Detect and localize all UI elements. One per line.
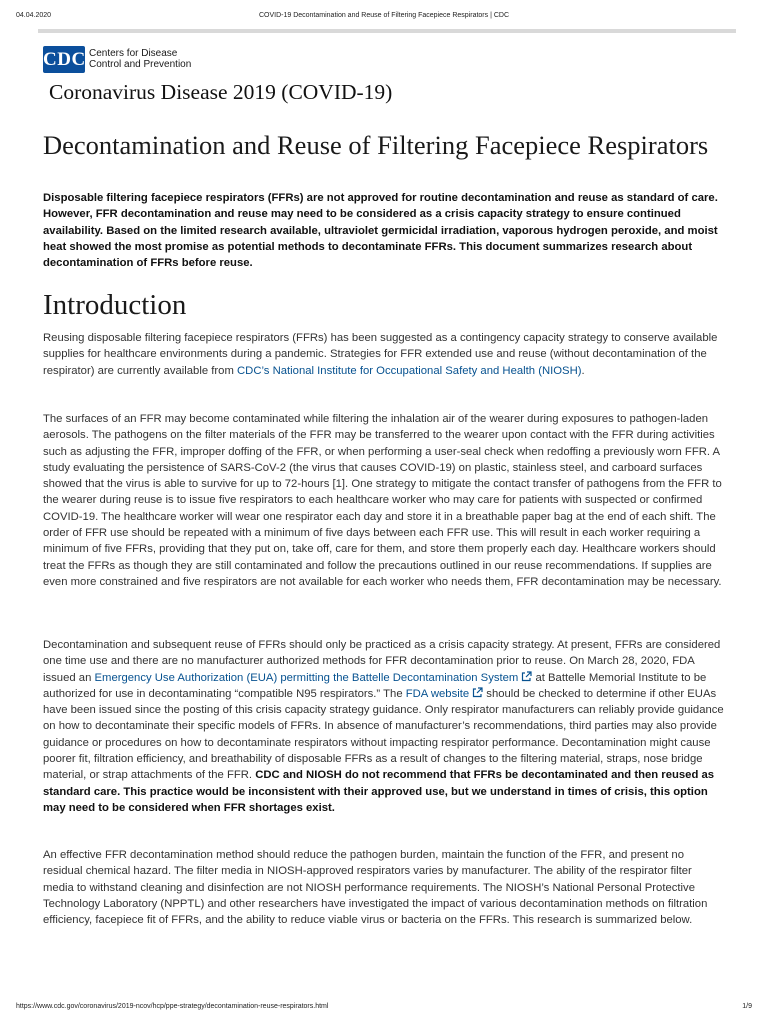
summary-text: Disposable filtering facepiece respirators (FFRs) are not approved for routine decontamination and reuse as standard of care. However, FFR decontamination and reuse may need to be considered as a crisis capacity strategy to ensure continued availability. Based on the limited research available, ultraviolet germicidal irradiation, vaporous hydrogen peroxide, and moist heat showed the most promise as potential methods to decontaminate FFRs. This document summarizes research about decontamination of FFRs before reuse. [43, 192, 718, 270]
external-link-icon [472, 687, 483, 698]
intro-paragraph-1 [43, 330, 725, 379]
intro-p1-end: . [581, 364, 585, 377]
intro-p3-text-c: should be checked to determine if other EUAs have been issued since the posting of this crisis capacity strategy guidance. Only respirator manufacturers can reliably provide guidance on how to decontaminate their specific models of FFRs. In absence of manufacturer’s recommendations, third parties may also provide guidance or procedures on how to decontaminate respirators without impacting respirator performance. Decontamination might cause poorer fit, filtration efficiency, and breathability of disposable FFRs as a result of changes to the filtering material, straps, nose bridge material, or strap attachments of the FFR. [43, 687, 724, 782]
site-title[interactable]: Coronavirus Disease 2019 (COVID-19) [49, 80, 393, 104]
print-date: 04.04.2020 [16, 12, 52, 19]
niosh-link[interactable]: CDC’s National Institute for Occupational Safety and Health (NIOSH) [237, 364, 582, 377]
intro-p3-text-a: Decontamination and subsequent reuse of FFRs should only be practiced as a crisis capacity strategy. At present, FFRs are considered one time use and there are no manufacturer authorized methods for FFR decontamination prior to reuse. On March 28, 2020, FDA issued an [43, 639, 721, 684]
logo-line-2: Control and Prevention [89, 58, 192, 70]
logo-line-1: Centers for Disease [89, 48, 178, 59]
cdc-logo-text [89, 49, 191, 70]
intro-p3-text-b: at Battelle Memorial Institute to be authorized for use in decontaminating “compatible N95 respirators.” The [43, 671, 707, 700]
print-url: https://www.cdc.gov/coronavirus/2019-ncov/hcp/ppe-strategy/decontamination-reuse-respirators.html [16, 1003, 329, 1010]
eua-battelle-link[interactable]: Emergency Use Authorization (EUA) permitting the Battelle Decontamination System [94, 671, 519, 684]
intro-p3-warning: CDC and NIOSH do not recommend that FFRs be decontaminated and then reused as standard care. This practice would be inconsistent with their approved use, but we understand in times of crisis, this option may need to be considered when FFR shortages exist. [43, 769, 715, 814]
intro-paragraph-3 [43, 637, 725, 816]
print-document-title: COVID-19 Decontamination and Reuse of Filtering Facepiece Respirators | CDC [258, 12, 510, 19]
intro-paragraph-2: The surfaces of an FFR may become contaminated while filtering the inhalation air of the wearer during exposures to pathogen-laden aerosols. The pathogens on the filter materials of the FFR may be transferred to the wearer upon contact with the FFR during activities such as adjusting the FFR, improper doffing of the FFR, or when performing a user-seal check when redoffing a previously worn FFR. A study evaluating the persistence of SARS-CoV-2 (the virus that causes COVID-19) on plastic, stainless steel, and carboard surfaces showed that the virus is able to survive for up to 72-hours [1]. One strategy to mitigate the contact transfer of pathogens from the FFR to the wearer during reuse is to issue five respirators to each healthcare worker who may care for patients with suspected or confirmed COVID-19. The healthcare worker will wear one respirator each day and store it in a breathable paper bag at the end of each shift. The order of FFR use should be repeated with a minimum of five days between each FFR use. This will result in each worker requiring a minimum of five FFRs, providing that they put on, take off, care for them, and store them properly each day. Healthcare workers should treat the FFRs as though they are still contaminated and follow the precautions outlined in our reuse recommendations. If supplies are even more constrained and five respirators are not available for each worker who needs them, FFR decontamination may be necessary. [43, 413, 722, 588]
cdc-logo[interactable] [43, 46, 191, 73]
header-rule [38, 29, 736, 33]
external-link-icon [521, 671, 532, 682]
page-number: 1/9 [742, 1003, 752, 1010]
cdc-logo-icon: CDC [43, 46, 85, 73]
page-title: Decontamination and Reuse of Filtering Facepiece Respirators [43, 130, 709, 160]
intro-p1-text: Reusing disposable filtering facepiece respirators (FFRs) has been suggested as a contingency capacity strategy to conserve available supplies for healthcare environments during a pandemic. Strategies for FFR extended use and reuse (without decontamination of the respirator) are currently available from [43, 332, 718, 377]
intro-paragraph-4: An effective FFR decontamination method should reduce the pathogen burden, maintain the function of the FFR, and present no residual chemical hazard. The filter media in NIOSH-approved respirators varies by manufacturer. The ability of the respirator filter media to withstand cleaning and disinfection are not NIOSH performance requirements. The NIOSH’s National Personal Protective Technology Laboratory (NPPTL) and other researchers have investigated the impact of various decontamination methods on filtration efficiency, facepiece fit of FFRs, and the ability to reduce viable virus or bacteria on the FFRs. This research is summarized below. [43, 849, 708, 927]
introduction-heading: Introduction [43, 289, 187, 321]
fda-website-link[interactable]: FDA website [405, 687, 470, 700]
